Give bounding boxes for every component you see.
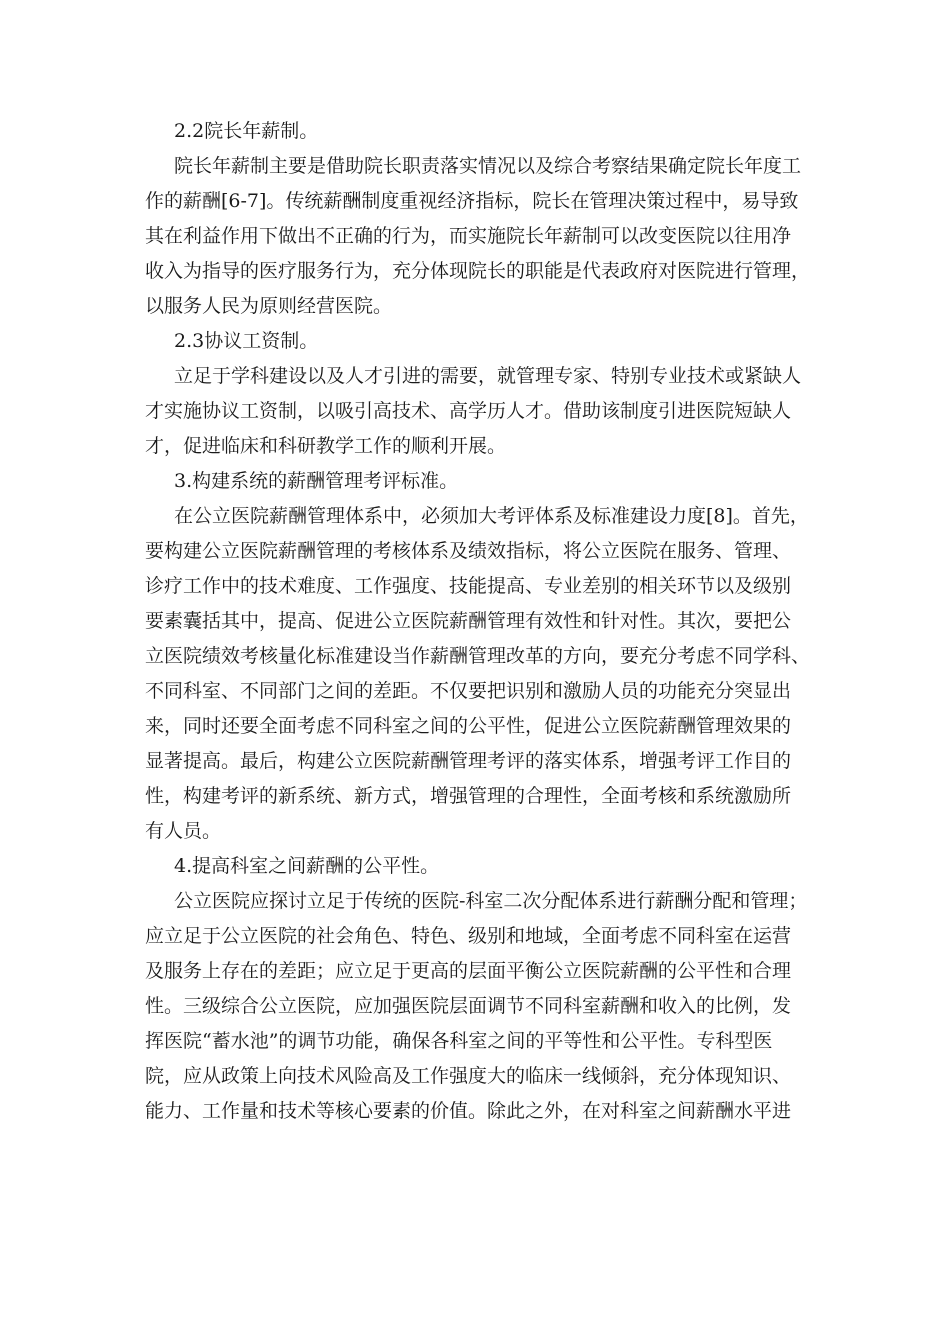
paragraph-line: 要构建公立医院薪酬管理的考核体系及绩效指标，将公立医院在服务、管理、 <box>145 540 792 562</box>
paragraph-line: 立医院绩效考核量化标准建设当作薪酬管理改革的方向，要充分考虑不同学科、 <box>145 645 811 667</box>
paragraph-line: 不同科室、不同部门之间的差距。不仅要把识别和激励人员的功能充分突显出 <box>145 680 792 702</box>
paragraph-line: 来，同时还要全面考虑不同科室之间的公平性，促进公立医院薪酬管理效果的 <box>145 715 792 737</box>
paragraph-line: 以服务人民为原则经营医院。 <box>145 295 393 317</box>
paragraph-line: 在公立医院薪酬管理体系中，必须加大考评体系及标准建设力度[8]。首先， <box>174 505 809 527</box>
paragraph-line: 要素囊括其中，提高、促进公立医院薪酬管理有效性和针对性。其次，要把公 <box>145 610 792 632</box>
section-heading: 4.提高科室之间薪酬的公平性。 <box>174 855 440 877</box>
paragraph-line: 公立医院应探讨立足于传统的医院-科室二次分配体系进行薪酬分配和管理； <box>174 890 808 912</box>
section-heading: 3.构建系统的薪酬管理考评标准。 <box>174 470 459 492</box>
paragraph-line: 能力、工作量和技术等核心要素的价值。除此之外，在对科室之间薪酬水平进 <box>145 1100 792 1122</box>
paragraph-line: 才实施协议工资制，以吸引高技术、高学历人才。借助该制度引进医院短缺人 <box>145 400 792 422</box>
paragraph-line: 收入为指导的医疗服务行为，充分体现院长的职能是代表政府对医院进行管理， <box>145 260 811 282</box>
document-body <box>145 114 810 1129</box>
paragraph-line: 性。三级综合公立医院，应加强医院层面调节不同科室薪酬和收入的比例，发 <box>145 995 792 1017</box>
paragraph-line: 及服务上存在的差距；应立足于更高的层面平衡公立医院薪酬的公平性和合理 <box>145 960 792 982</box>
paragraph-line: 作的薪酬[6-7]。传统薪酬制度重视经济指标，院长在管理决策过程中，易导致 <box>145 190 799 212</box>
paragraph-line: 有人员。 <box>145 820 222 842</box>
paragraph-line: 其在利益作用下做出不正确的行为，而实施院长年薪制可以改变医院以往用净 <box>145 225 792 247</box>
paragraph-line: 院，应从政策上向技术风险高及工作强度大的临床一线倾斜，充分体现知识、 <box>145 1065 792 1087</box>
paragraph-line: 才，促进临床和科研教学工作的顺利开展。 <box>145 435 507 457</box>
paragraph-line: 性，构建考评的新系统、新方式，增强管理的合理性，全面考核和系统激励所 <box>145 785 792 807</box>
paragraph-line: 诊疗工作中的技术难度、工作强度、技能提高、专业差别的相关环节以及级别 <box>145 575 792 597</box>
paragraph-line: 应立足于公立医院的社会角色、特色、级别和地域，全面考虑不同科室在运营 <box>145 925 792 947</box>
paragraph-line: 挥医院“蓄水池”的调节功能，确保各科室之间的平等性和公平性。专科型医 <box>145 1030 773 1052</box>
paragraph-line: 院长年薪制主要是借助院长职责落实情况以及综合考察结果确定院长年度工 <box>174 155 802 177</box>
section-heading: 2.2院长年薪制。 <box>174 120 319 142</box>
section-heading: 2.3协议工资制。 <box>174 330 319 352</box>
paragraph-line: 显著提高。最后，构建公立医院薪酬管理考评的落实体系，增强考评工作目的 <box>145 750 792 772</box>
paragraph-line: 立足于学科建设以及人才引进的需要，就管理专家、特别专业技术或紧缺人 <box>174 365 802 387</box>
